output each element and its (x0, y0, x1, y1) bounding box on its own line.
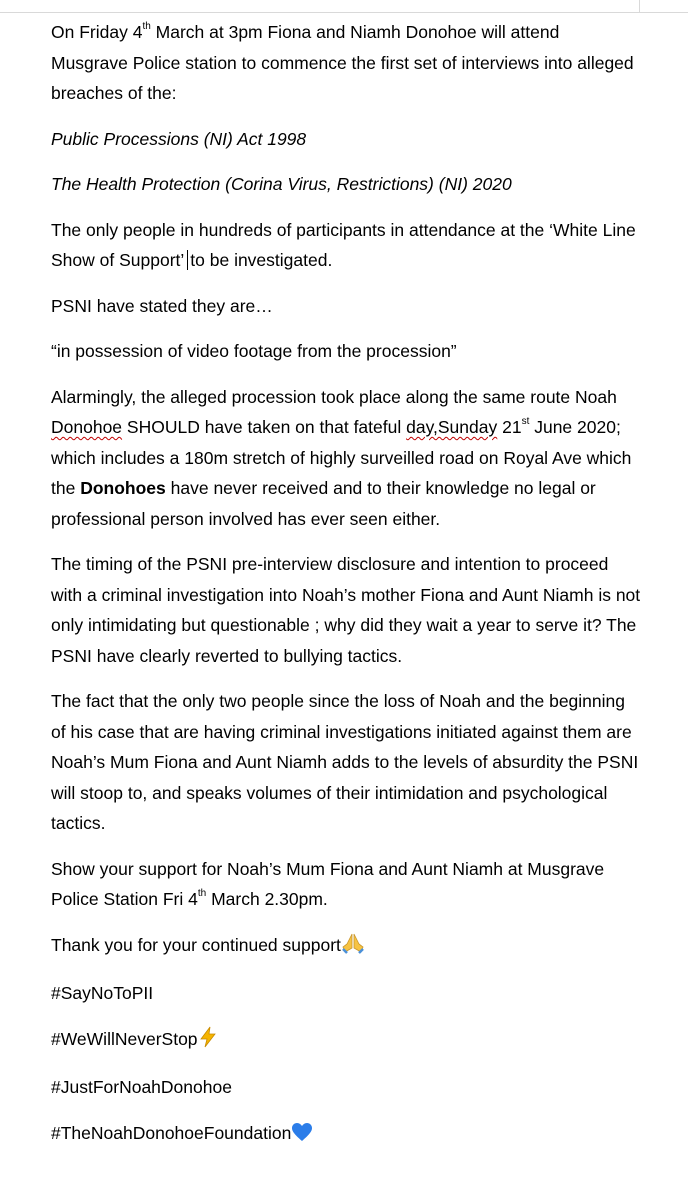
act-title-processions: Public Processions (NI) Act 1998 (51, 128, 307, 149)
hashtag-noah-donohoe-foundation[interactable] (51, 1118, 641, 1152)
text-run: SHOULD have taken on that fateful (122, 417, 407, 437)
superscript: th (197, 888, 207, 900)
hashtag-text: #TheNoahDonohoeFoundation (51, 1122, 292, 1143)
page-corner-mark (639, 0, 688, 12)
lightning-icon (198, 1026, 218, 1058)
hashtag-text: #WeWillNeverStop (51, 1028, 198, 1049)
paragraph-participants (51, 215, 641, 276)
act-title-health-protection: The Health Protection (Corina Virus, Restrictions) (NI) 2020 (51, 174, 512, 194)
paragraph-absurdity: The fact that the only two people since the loss of Noah and the beginning of his case that are having criminal investigations initiated against them are Noah’s Mum Fiona and Aunt Niamh adds to the levels of absurdity the PSNI will stoop to, and speaks volumes of their intimidation and psychological tactics. (51, 691, 639, 833)
spellcheck-word[interactable]: Donohoe (51, 417, 123, 437)
text-run: Alarmingly, the alleged procession took place along the same route Noah (51, 386, 617, 407)
superscript: st (521, 416, 530, 428)
text-cursor (187, 250, 188, 270)
text-run: 21 (497, 417, 522, 437)
hashtag-say-no-to-pii[interactable]: #SayNoToPII (51, 983, 154, 1003)
text-run: to be investigated. (190, 250, 333, 270)
folded-hands-icon (341, 932, 365, 964)
text-run: Show your support for Noah’s Mum Fiona and Aunt Niamh at Musgrave Police Station Fri 4 (51, 858, 605, 909)
text-run: March at 3pm Fiona and Niamh Donohoe will attend Musgrave Police station to commence the first set of interviews into alleged breaches of the: (51, 22, 634, 103)
paragraph-psni-stated: PSNI have stated they are… (51, 295, 273, 316)
text-run: June 2020; which includes a 180m stretch of highly surveilled road on Royal Ave which the (51, 417, 632, 498)
text-run: On Friday 4 (51, 22, 143, 42)
hashtag-just-for-noah-donohoe[interactable]: #JustForNoahDonohoe (51, 1077, 232, 1097)
text-run: have never received and to their knowledge no legal or professional person involved has ever seen either. (51, 478, 596, 529)
blue-heart-icon (291, 1121, 313, 1152)
hashtag-we-will-never-stop[interactable] (51, 1024, 641, 1058)
paragraph-support-call (51, 854, 641, 915)
page-top-edge (0, 0, 688, 13)
text-run: March 2.30pm. (206, 889, 328, 909)
superscript: th (142, 21, 151, 33)
paragraph-thanks (51, 930, 641, 964)
paragraph-quote: “in possession of video footage from the procession” (51, 341, 457, 361)
spellcheck-word[interactable]: day,Sunday (406, 417, 498, 437)
bold-text: Donohoes (80, 478, 166, 498)
document-body (51, 17, 641, 1166)
paragraph-interview-notice (51, 17, 641, 109)
text-run: The only people in hundreds of participants in attendance at the ‘White Line Show of Support’ (51, 219, 636, 270)
text-run: Thank you for your continued support (51, 934, 341, 955)
paragraph-timing: The timing of the PSNI pre-interview disclosure and intention to proceed with a criminal investigation into Noah’s mother Fiona and Aunt Niamh is not only intimidating but questionable ; why did they wait a year to serve it? The PSNI have clearly reverted to bullying tactics. (51, 554, 641, 666)
paragraph-route (51, 382, 641, 535)
